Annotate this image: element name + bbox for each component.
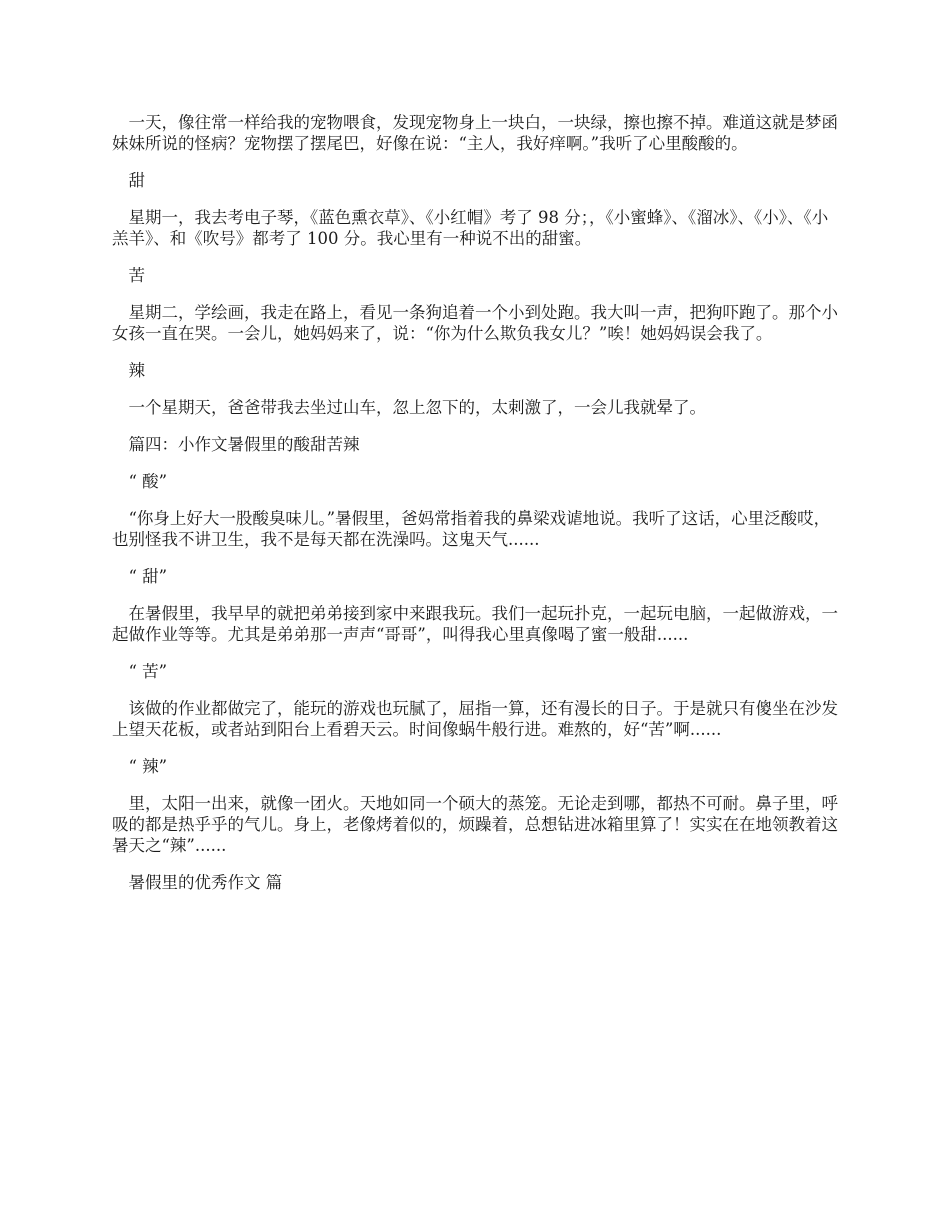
section-heading-bitter-quoted: “ 苦” (112, 662, 168, 681)
document-body (112, 112, 840, 909)
paragraph-hot-summer: 里，太阳一出来，就像一团火。天地如同一个硕大的蒸笼。无论走到哪，都热不可耐。鼻子里，呼吸的都是热乎乎的气儿。身上，老像烤着似的，烦躁着，总想钻进冰箱里算了！实实在在地领教着这暑天之“辣”...... (112, 794, 838, 855)
paragraph-dog-chase: 星期二，学绘画，我走在路上，看见一条狗追着一个小到处跑。我大叫一声，把狗吓跑了。那个小女孩一直在哭。一会儿，她妈妈来了，说：“你为什么欺负我女儿？”唉！她妈妈误会我了。 (112, 303, 838, 343)
paragraph-sour-smell: “你身上好大一股酸臭味儿。”暑假里，爸妈常指着我的鼻梁戏谑地说。我听了这话，心里泛酸哎，也别怪我不讲卫生，我不是每天都在洗澡吗。这鬼天气...... (112, 509, 831, 549)
section-heading-spicy: 辣 (112, 361, 145, 380)
paragraph-pet-sick: 一天，像往常一样给我的宠物喂食，发现宠物身上一块白，一块绿，擦也擦不掉。难道这就是梦函妹妹所说的怪病？宠物摆了摆尾巴，好像在说：“主人，我好痒啊。”我听了心里酸酸的。 (112, 113, 838, 153)
next-essay-title: 暑假里的优秀作文 篇 (112, 873, 283, 892)
section-heading-sweet-quoted: “ 甜” (112, 567, 168, 586)
paragraph-piano-exam: 星期一，我去考电子琴，《蓝色熏衣草》、《小红帽》考了 98 分；，《小蜜蜂》、《溜冰》、《小》、《小羔羊》、和《吹号》都考了 100 分。我心里有一种说不出的甜蜜。 (112, 208, 829, 248)
paragraph-roller-coaster: 一个星期天，爸爸带我去坐过山车，忽上忽下的，太刺激了，一会儿我就晕了。 (112, 398, 706, 417)
section-heading-sweet: 甜 (112, 171, 145, 190)
paragraph-brother-play: 在暑假里，我早早的就把弟弟接到家中来跟我玩。我们一起玩扑克，一起玩电脑，一起做游戏，一起做作业等等。尤其是弟弟那一声声“哥哥”，叫得我心里真像喝了蜜一般甜...... (112, 604, 838, 644)
section-heading-spicy-quoted: “ 辣” (112, 757, 168, 776)
essay-title-part-four: 篇四：小作文暑假里的酸甜苦辣 (112, 435, 360, 454)
section-heading-sour-quoted: “ 酸” (112, 472, 168, 491)
paragraph-boring-days: 该做的作业都做完了，能玩的游戏也玩腻了，屈指一算，还有漫长的日子。于是就只有傻坐在沙发上望天花板，或者站到阳台上看碧天云。时间像蜗牛般行进。难熬的，好“苦”啊...... (112, 699, 838, 739)
section-heading-bitter: 苦 (112, 266, 145, 285)
